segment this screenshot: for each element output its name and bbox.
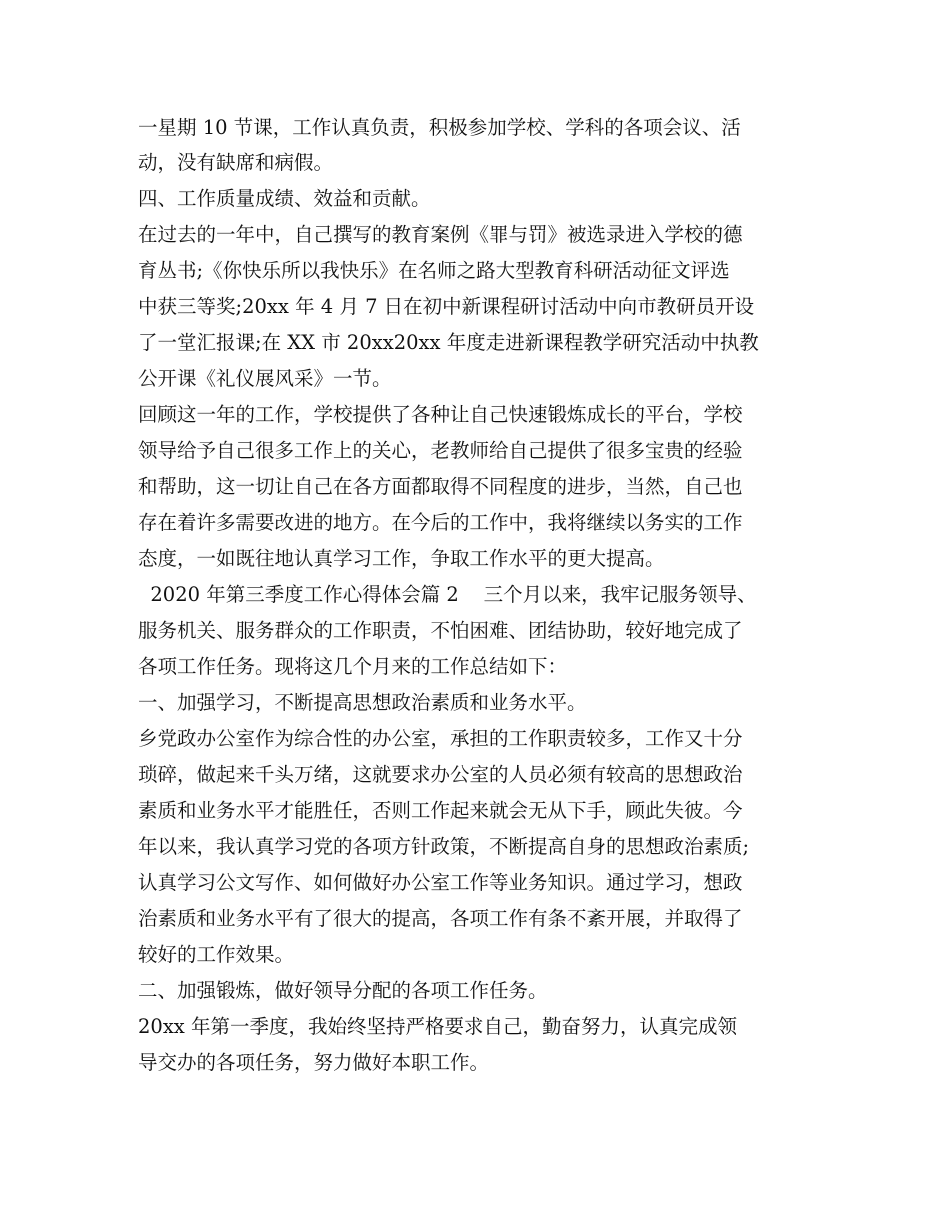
text-line: 公开课《礼仪展风采》一节。: [138, 367, 392, 390]
article-title-line: 2020 年第三季度工作心得体会篇 2 三个月以来，我牢记服务领导、: [138, 583, 757, 606]
section-heading: 四、工作质量成绩、效益和贡献。: [138, 187, 431, 210]
text-line: 各项工作任务。现将这几个月来的工作总结如下：: [138, 655, 568, 678]
text-line: 了一堂汇报课;在 XX 市 20xx20xx 年度走进新课程教学研究活动中执教: [138, 331, 759, 354]
text-line: 中获三等奖;20xx 年 4 月 7 日在初中新课程研讨活动中向市教研员开设: [138, 295, 755, 318]
text-line: 一星期 10 节课，工作认真负责，积极参加学校、学科的各项会议、活: [138, 116, 741, 139]
text-line: 乡党政办公室作为综合性的办公室，承担的工作职责较多，工作又十分: [138, 727, 743, 750]
section-heading: 一、加强学习，不断提高思想政治素质和业务水平。: [138, 691, 587, 714]
text-line: 存在着许多需要改进的地方。在今后的工作中，我将继续以务实的工作: [138, 511, 743, 534]
text-line: 较好的工作效果。: [138, 943, 295, 966]
text-line: 和帮助，这一切让自己在各方面都取得不同程度的进步，当然，自己也: [138, 475, 743, 498]
text-line: 琐碎，做起来千头万绪，这就要求办公室的人员必须有较高的思想政治: [138, 763, 743, 786]
text-line: 回顾这一年的工作，学校提供了各种让自己快速锻炼成长的平台，学校: [138, 403, 743, 426]
text-line: 治素质和业务水平有了很大的提高，各项工作有条不紊开展，并取得了: [138, 907, 743, 930]
text-line: 动，没有缺席和病假。: [138, 151, 334, 174]
text-line: 态度，一如既往地认真学习工作，争取工作水平的更大提高。: [138, 547, 665, 570]
section-heading: 二、加强锻炼，做好领导分配的各项工作任务。: [138, 979, 548, 1002]
text-line: 素质和业务水平才能胜任，否则工作起来就会无从下手，顾此失彼。今: [138, 799, 743, 822]
text-line: 服务机关、服务群众的工作职责，不怕困难、团结协助，较好地完成了: [138, 619, 743, 642]
text-line: 20xx 年第一季度，我始终坚持严格要求自己，勤奋努力，认真完成领: [138, 1015, 738, 1038]
text-line: 在过去的一年中，自己撰写的教育案例《罪与罚》被选录进入学校的德: [138, 223, 743, 246]
text-line: 育丛书;《你快乐所以我快乐》在名师之路大型教育科研活动征文评选: [138, 259, 730, 282]
text-line: 年以来，我认真学习党的各项方针政策，不断提高自身的思想政治素质;: [138, 835, 750, 858]
text-line: 导交办的各项任务，努力做好本职工作。: [138, 1051, 490, 1074]
text-line: 认真学习公文写作、如何做好办公室工作等业务知识。通过学习，想政: [138, 871, 743, 894]
text-line: 领导给予自己很多工作上的关心，老教师给自己提供了很多宝贵的经验: [138, 439, 743, 462]
